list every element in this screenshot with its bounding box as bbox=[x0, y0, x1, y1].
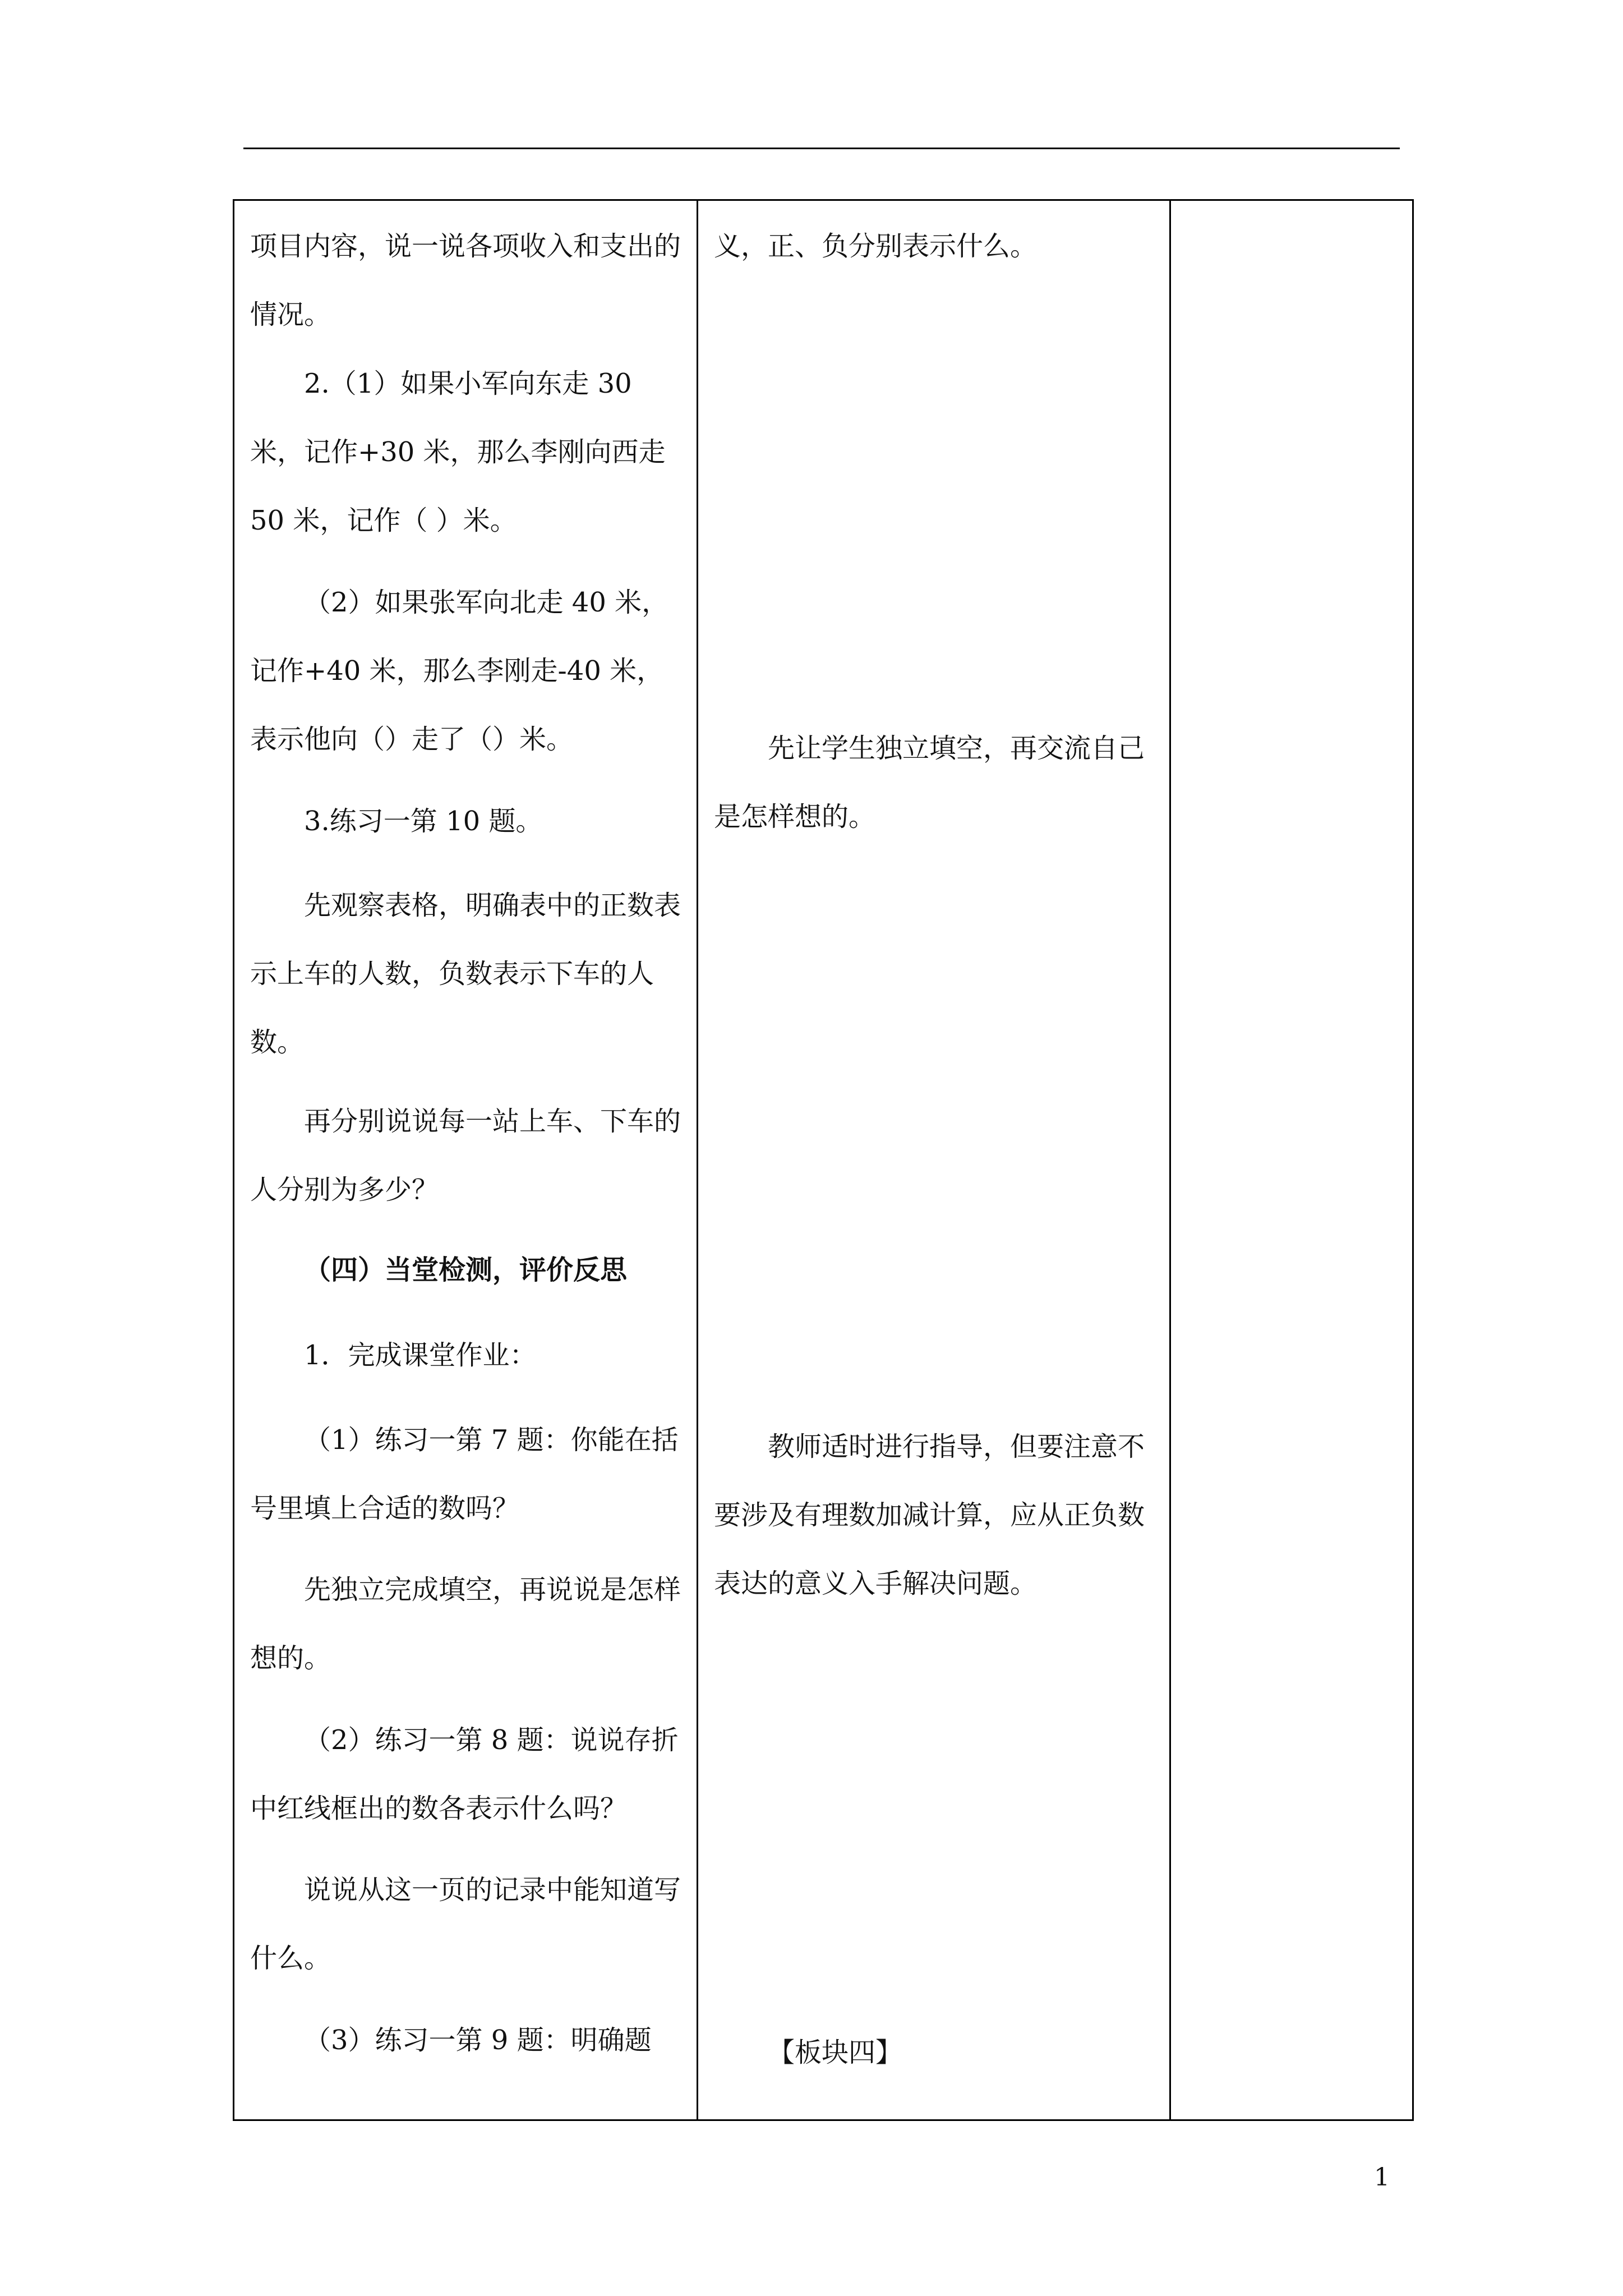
paragraph: 说说从这一页的记录中能知道写什么。 bbox=[250, 1874, 681, 1974]
guidance-cell bbox=[698, 200, 1170, 2120]
notes-cell bbox=[1170, 200, 1413, 2120]
page-number: 1 bbox=[1374, 2163, 1390, 2192]
lesson-plan-table bbox=[233, 199, 1414, 2121]
paragraph: 3.练习一第 10 题。 bbox=[304, 806, 543, 837]
section-heading: （四）当堂检测，评价反思 bbox=[304, 1254, 628, 1286]
paragraph: （3）练习一第 9 题：明确题 bbox=[304, 2024, 652, 2056]
paragraph: （2）如果张军向北走 40 米，记作+40 米，那么李刚走-40 米，表示他向（）走了（）米。 bbox=[250, 587, 669, 755]
table-row bbox=[234, 200, 1413, 2120]
paragraph: 教师适时进行指导，但要注意不要涉及有理数加减计算，应从正负数表达的意义入手解决问题。 bbox=[714, 1431, 1145, 1599]
paragraph: 先让学生独立填空，再交流自己是怎样想的。 bbox=[714, 733, 1145, 832]
paragraph: 2.（1）如果小军向东走 30 米，记作+30 米，那么李刚向西走 50 米，记作（ ）米。 bbox=[250, 368, 666, 536]
paragraph: 先观察表格，明确表中的正数表示上车的人数，负数表示下车的人数。 bbox=[250, 890, 681, 1058]
paragraph: 先独立完成填空，再说说是怎样想的。 bbox=[250, 1574, 681, 1674]
paragraph: 项目内容，说一说各项收入和支出的情况。 bbox=[250, 231, 681, 330]
paragraph: 义，正、负分别表示什么。 bbox=[714, 231, 1038, 262]
paragraph: 再分别说说每一站上车、下车的人分别为多少？ bbox=[250, 1106, 681, 1205]
header-rule bbox=[243, 148, 1400, 149]
paragraph: （1）练习一第 7 题：你能在括号里填上合适的数吗？ bbox=[250, 1424, 679, 1524]
section-label: 【板块四】 bbox=[768, 2037, 903, 2068]
activity-cell bbox=[234, 200, 698, 2120]
paragraph: 1．完成课堂作业： bbox=[304, 1340, 537, 1371]
paragraph: （2）练习一第 8 题：说说存折中红线框出的数各表示什么吗？ bbox=[250, 1724, 679, 1824]
